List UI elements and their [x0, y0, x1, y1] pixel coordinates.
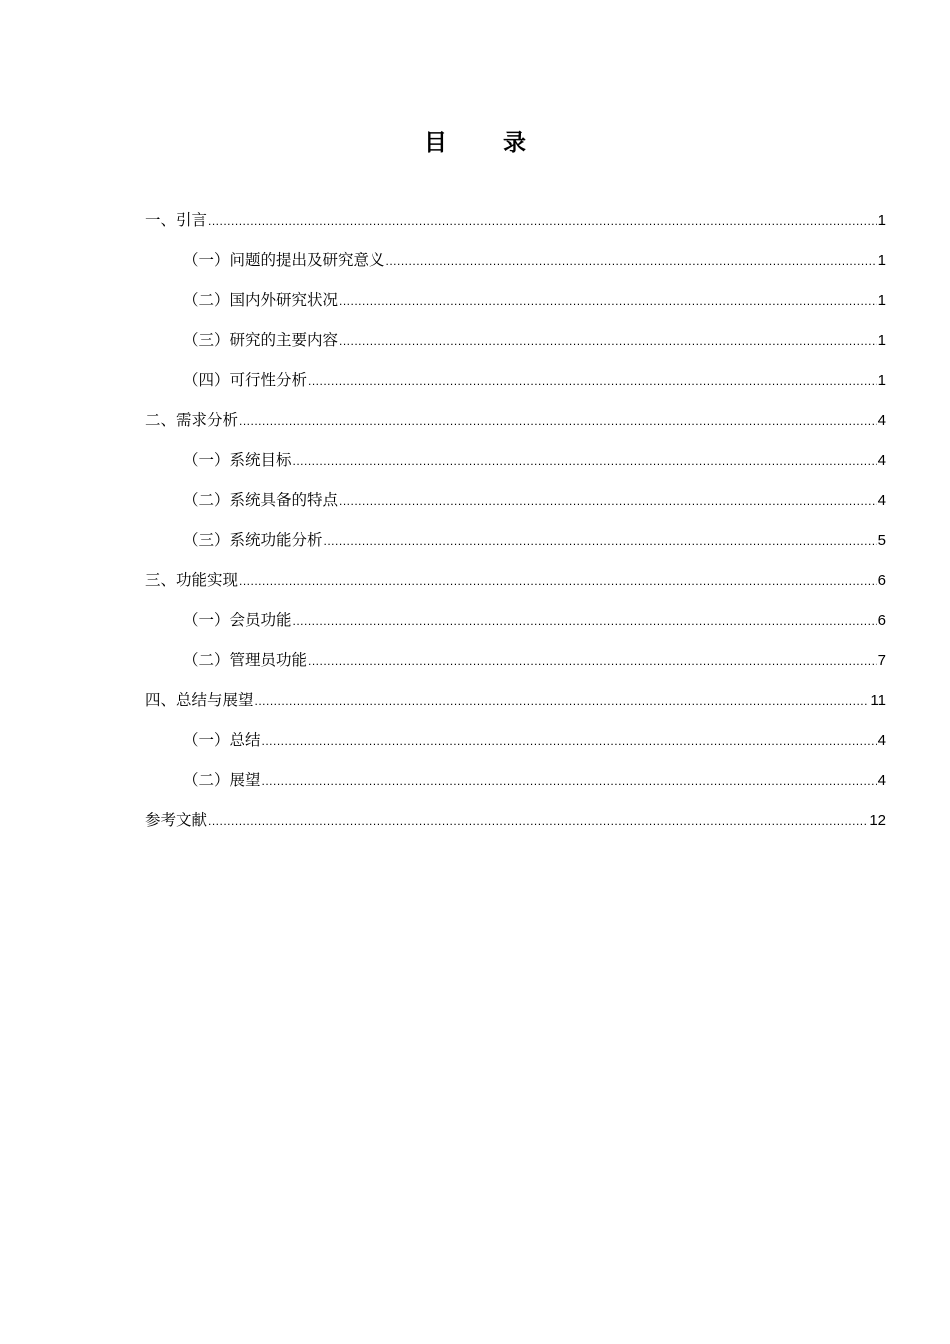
- toc-dot-leader: [239, 400, 877, 440]
- toc-entry[interactable]: [145, 720, 886, 760]
- toc-entry-text: （三）研究的主要内容: [183, 331, 339, 349]
- toc-entry-text: 四、总结与展望: [145, 691, 254, 709]
- toc-dot-leader: [239, 560, 877, 600]
- toc-entry[interactable]: [145, 640, 886, 680]
- toc-entry[interactable]: [145, 440, 886, 480]
- toc-dot-leader: [293, 600, 877, 640]
- toc-page-number: 1: [877, 252, 886, 269]
- toc-page-number: 6: [877, 612, 886, 629]
- toc-page-number: 12: [869, 812, 886, 829]
- toc-entry-text: （一）系统目标: [183, 451, 292, 469]
- toc-entry[interactable]: [145, 320, 886, 360]
- toc-dot-leader: [339, 320, 877, 360]
- toc-entry-text: （四）可行性分析: [183, 371, 308, 389]
- toc-entry-text: （二）管理员功能: [183, 651, 308, 669]
- toc-dot-leader: [324, 520, 877, 560]
- toc-dot-leader: [339, 480, 877, 520]
- toc-page-number: 1: [877, 212, 886, 229]
- toc-entry-text: （一）总结: [183, 731, 261, 749]
- toc-page-number: 4: [877, 772, 886, 789]
- toc-page-number: 7: [877, 652, 886, 669]
- toc-page-number: 1: [877, 292, 886, 309]
- toc-page-number: 4: [877, 732, 886, 749]
- toc-title: 目 录: [423, 130, 550, 156]
- toc-page-number: 4: [877, 492, 886, 509]
- toc-dot-leader: [308, 360, 877, 400]
- toc-dot-leader: [208, 800, 868, 840]
- toc-page-number: 11: [870, 692, 886, 709]
- toc-entry[interactable]: [145, 560, 886, 600]
- toc-entry[interactable]: [145, 360, 886, 400]
- toc-entry[interactable]: [145, 680, 886, 720]
- toc-entry[interactable]: [145, 280, 886, 320]
- toc-entry[interactable]: [145, 800, 886, 840]
- toc-page-number: 1: [877, 372, 886, 389]
- toc-entry-text: 三、功能实现: [145, 571, 239, 589]
- toc-dot-leader: [208, 200, 877, 240]
- toc-entry[interactable]: [145, 760, 886, 800]
- toc-dot-leader: [262, 720, 877, 760]
- toc-entry-text: （二）展望: [183, 771, 261, 789]
- toc-entry-text: 参考文献: [145, 811, 208, 829]
- toc-entry[interactable]: [145, 520, 886, 560]
- toc-page-number: 5: [877, 532, 886, 549]
- toc-dot-leader: [339, 280, 877, 320]
- toc-entry-text: （二）国内外研究状况: [183, 291, 339, 309]
- toc-entry[interactable]: [145, 600, 886, 640]
- toc-entry[interactable]: [145, 400, 886, 440]
- toc-entry-text: （二）系统具备的特点: [183, 491, 339, 509]
- toc-entry[interactable]: [145, 480, 886, 520]
- toc-page-number: 4: [877, 412, 886, 429]
- toc-entry-text: （一）问题的提出及研究意义: [183, 251, 385, 269]
- toc-page-number: 1: [877, 332, 886, 349]
- table-of-contents: [145, 200, 886, 840]
- toc-dot-leader: [255, 680, 870, 720]
- toc-page-number: 4: [877, 452, 886, 469]
- toc-entry-text: （三）系统功能分析: [183, 531, 323, 549]
- toc-entry[interactable]: [145, 200, 886, 240]
- toc-dot-leader: [386, 240, 877, 280]
- toc-dot-leader: [262, 760, 877, 800]
- toc-entry-text: （一）会员功能: [183, 611, 292, 629]
- toc-dot-leader: [293, 440, 877, 480]
- toc-dot-leader: [308, 640, 877, 680]
- toc-page-number: 6: [877, 572, 886, 589]
- toc-entry-text: 二、需求分析: [145, 411, 239, 429]
- toc-entry[interactable]: [145, 240, 886, 280]
- toc-entry-text: 一、引言: [145, 211, 208, 229]
